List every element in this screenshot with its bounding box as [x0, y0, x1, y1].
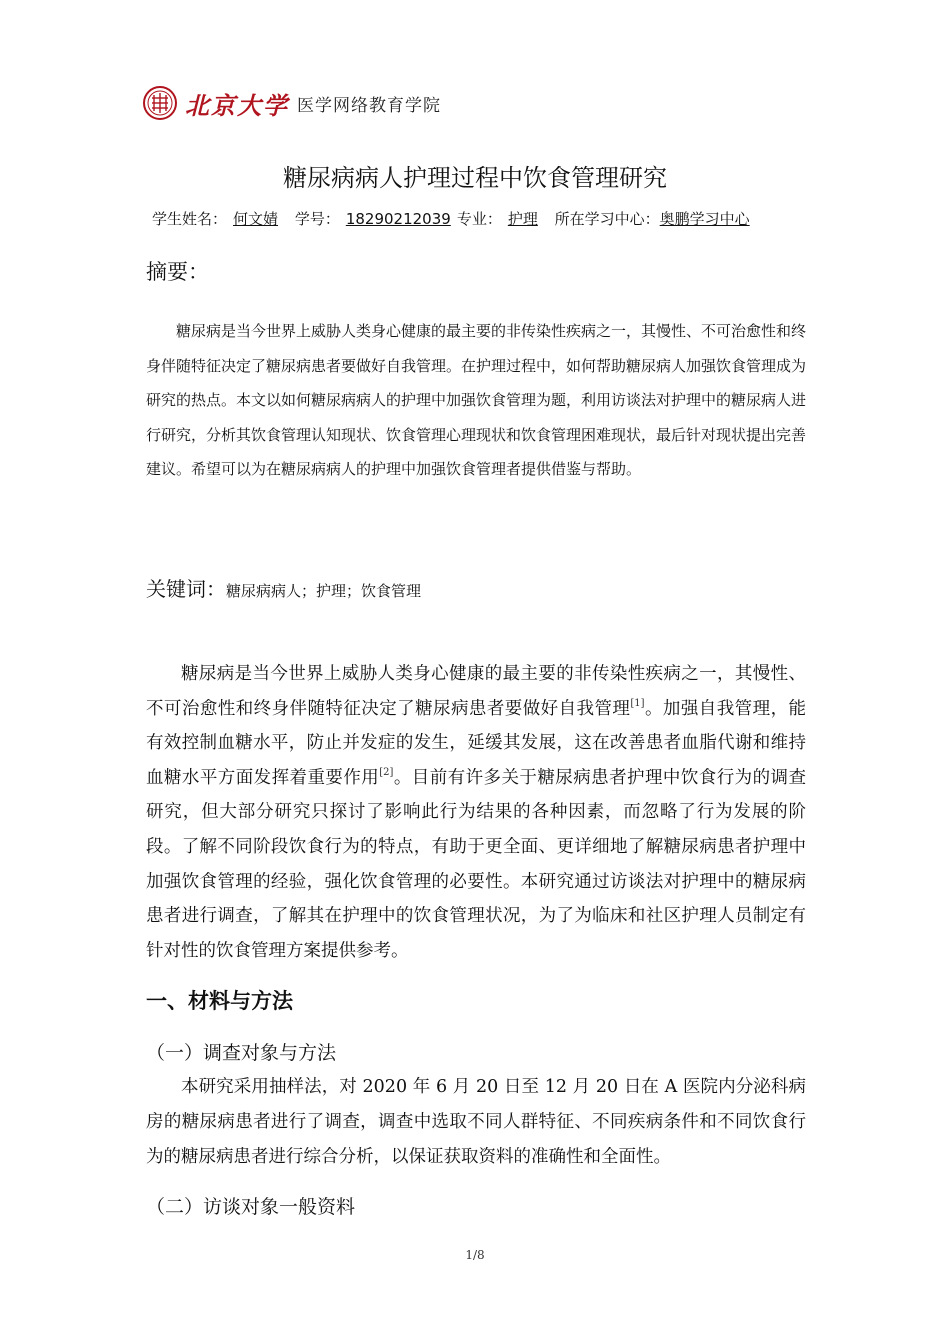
id-label: 学号： [294, 210, 340, 228]
section-heading-1: 一、材料与方法 [146, 989, 293, 1013]
study-center: 奥鹏学习中心 [659, 210, 750, 228]
citation-1: [1] [630, 697, 645, 709]
keywords-line [146, 573, 421, 602]
major-label: 专业： [456, 210, 502, 228]
keywords-value: 糖尿病病人；护理；饮食管理 [226, 582, 422, 600]
name-label: 学生姓名： [152, 210, 228, 228]
subsection-heading-2: （二）访谈对象一般资料 [146, 1196, 356, 1218]
intro-paragraph [146, 657, 806, 968]
citation-2: [2] [379, 766, 394, 778]
intro-part-3: 。目前有许多关于糖尿病患者护理中饮食行为的调查研究，但大部分研究只探讨了影响此行为结果的各种因素，而忽略了行为发展的阶段。了解不同阶段饮食行为的特点，有助于更全面、更详细地了解糖尿病患者护理中加强饮食管理的经验，强化饮食管理的必要性。本研究通过访谈法对护理中的糖尿病患者进行调查，了解其在护理中的饮食管理状况，为了为临床和社区护理人员制定有针对性的饮食管理方案提供参考。 [146, 767, 807, 961]
abstract-heading: 摘要： [146, 260, 209, 284]
page-number: 1/8 [465, 1248, 485, 1262]
subsection-1-body [146, 1070, 806, 1175]
page-title: 糖尿病病人护理过程中饮食管理研究 [283, 164, 667, 192]
student-info-line [152, 208, 750, 229]
keywords-label: 关键词： [146, 577, 226, 601]
header [143, 86, 441, 120]
subsection-heading-1: （一）调查对象与方法 [146, 1042, 337, 1064]
university-seal-icon [143, 86, 177, 120]
college-name: 医学网络教育学院 [297, 95, 441, 116]
intro-part-2: 。加强自我管理，能有效控制血糖水平，防止并发症的发生，延缓其发展，这在改善患者血脂代谢和维持血糖水平方面发挥着重要作用 [146, 698, 807, 788]
introduction [146, 657, 806, 968]
student-major: 护理 [507, 210, 538, 228]
university-logo-text: 北京大学 [185, 90, 289, 120]
student-id: 18290212039 [345, 210, 451, 228]
center-label: 所在学习中心： [554, 210, 660, 228]
student-name: 何文婧 [233, 210, 279, 228]
intro-part-1: 糖尿病是当今世界上威胁人类身心健康的最主要的非传染性疾病之一，其慢性、不可治愈性和终身伴随特征决定了糖尿病患者要做好自我管理 [146, 664, 806, 719]
subsection-1-text: 本研究采用抽样法，对 2020 年 6 月 20 日至 12 月 20 日在 A 医院内分泌科病房的糖尿病患者进行了调查，调查中选取不同人群特征、不同疾病条件和不同饮食行为的糖尿病患者进行综合分析，以保证获取资料的准确性和全面性。 [146, 1077, 806, 1167]
abstract-body [146, 314, 806, 487]
abstract-text: 糖尿病是当今世界上威胁人类身心健康的最主要的非传染性疾病之一，其慢性、不可治愈性和终身伴随特征决定了糖尿病患者要做好自我管理。在护理过程中，如何帮助糖尿病人加强饮食管理成为研究的热点。本文以如何糖尿病病人的护理中加强饮食管理为题，利用访谈法对护理中的糖尿病人进行研究，分析其饮食管理认知现状、饮食管理心理现状和饮食管理困难现状，最后针对现状提出完善建议。希望可以为在糖尿病病人的护理中加强饮食管理者提供借鉴与帮助。 [146, 322, 807, 478]
